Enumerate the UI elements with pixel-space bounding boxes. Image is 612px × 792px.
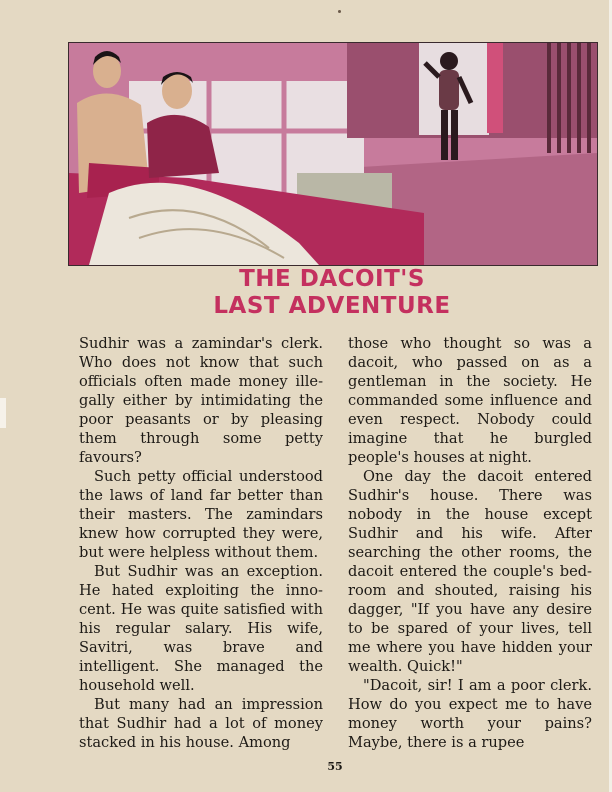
print-dot (338, 10, 341, 13)
paragraph: One day the dacoit entered Sudhir's house. There was nobody in the house except Sudhir and his wife. After searching the other rooms, the dacoit entered the couple's bed-room and shouted, raising his dagger, "If you have any desire to be spared of your lives, tell me where you have hidden your wealth. Quick!" (348, 468, 592, 675)
spine-mark (0, 398, 6, 428)
page-number: 55 (327, 760, 343, 773)
story-illustration (68, 42, 598, 266)
text-column-right (348, 334, 592, 752)
paragraph: Such petty official understood the laws of land far better than their masters. The zamindars knew how corrupted they were, but were helpless without them. (79, 468, 323, 561)
paragraph: "Dacoit, sir! I am a poor clerk. How do you expect me to have money worth your pains? Maybe, there is a rupee (348, 677, 592, 751)
illustration-art (69, 43, 597, 265)
paragraph: those who thought so was a dacoit, who passed on as a gentleman in the society. He commanded some influence and even respect. Nobody could imagine that he burgled people's houses at night. (348, 335, 592, 466)
story-title-line-1: THE DACOIT'S (239, 266, 425, 292)
paragraph: But many had an impression that Sudhir had a lot of money stacked in his house. Among (79, 696, 323, 751)
story-title-line-2: LAST ADVENTURE (213, 293, 451, 319)
paragraph: Sudhir was a zamindar's clerk. Who does not know that such officials often made money ille-gally either by intimidating the poor peasants or by pleasing them through some petty favours? (79, 335, 323, 466)
paragraph: But Sudhir was an exception. He hated exploiting the inno-cent. He was quite satisfied with his regular salary. His wife, Savitri, was brave and intelligent. She managed the household well. (79, 563, 323, 694)
door-panel (487, 43, 503, 133)
text-column-left (79, 334, 323, 752)
